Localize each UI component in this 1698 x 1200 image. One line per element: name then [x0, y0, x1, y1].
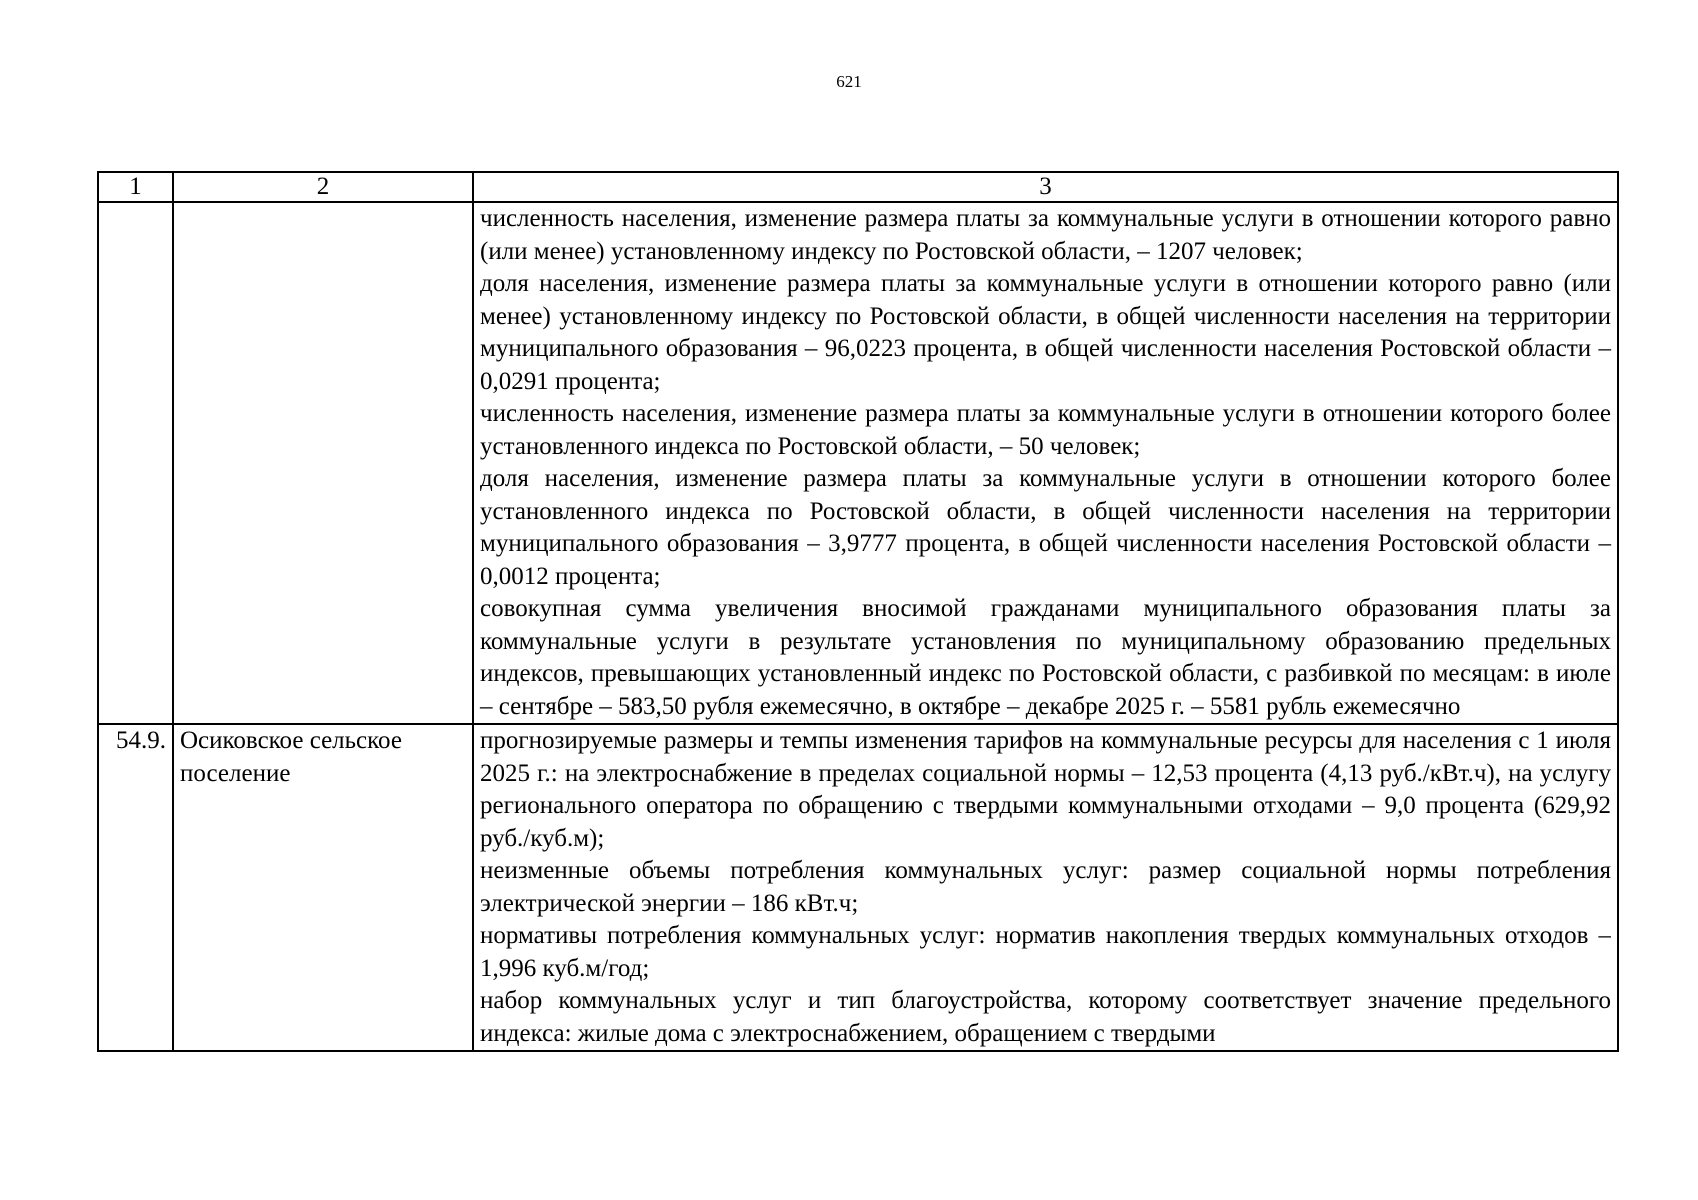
- indicator-paragraph: прогнозируемые размеры и темпы изменения тарифов на коммунальные ресурсы для населения с 1 июля 2025 г.: на электроснабжение в пределах социальной нормы – 12,53 процента (4,13 руб./кВт.ч), на услугу регионального оператора по обращению с твердыми коммунальными отходами – 9,0 процента (629,92 руб./куб.м);: [480, 727, 1611, 852]
- indicator-paragraph: неизменные объемы потребления коммунальных услуг: размер социальной нормы потребления электрической энергии – 186 кВт.ч;: [480, 857, 1611, 917]
- table-row: [98, 724, 1618, 1051]
- row-number-cell: [98, 202, 173, 724]
- indicator-paragraph: нормативы потребления коммунальных услуг: норматив накопления твердых коммунальных отходов – 1,996 куб.м/год;: [480, 922, 1611, 982]
- indicators-cell: [473, 724, 1618, 1051]
- column-header-3: 3: [473, 172, 1618, 202]
- row-number-cell: 54.9.: [98, 724, 173, 1051]
- indicator-paragraph: доля населения, изменение размера платы за коммунальные услуги в отношении которого более установленного индекса по Ростовской области, в общей численности населения на территории муниципального образования – 3,9777 процента, в общей численности населения Ростовской области – 0,0012 процента;: [480, 465, 1611, 590]
- document-table: [97, 171, 1619, 1052]
- table-header-row: [98, 172, 1618, 202]
- column-header-2: 2: [173, 172, 473, 202]
- indicator-paragraph: численность населения, изменение размера платы за коммунальные услуги в отношении которого более установленного индекса по Ростовской области, – 50 человек;: [480, 400, 1611, 460]
- indicator-paragraph: набор коммунальных услуг и тип благоустройства, которому соответствует значение предельного индекса: жилые дома с электроснабжением, обращением с твердыми: [480, 987, 1611, 1047]
- indicators-clip: [480, 725, 1611, 1050]
- indicator-paragraph: доля населения, изменение размера платы за коммунальные услуги в отношении которого равно (или менее) установленному индексу по Ростовской области, в общей численности населения на территории муниципального образования – 96,0223 процента, в общей численности населения Ростовской области – 0,0291 процента;: [480, 270, 1611, 395]
- indicator-paragraph: численность населения, изменение размера платы за коммунальные услуги в отношении которого равно (или менее) установленному индексу по Ростовской области, – 1207 человек;: [480, 205, 1611, 265]
- indicator-paragraph: совокупная сумма увеличения вносимой гражданами муниципального образования платы за коммунальные услуги в результате установления по муниципальному образованию предельных индексов, превышающих установленный индекс по Ростовской области, с разбивкой по месяцам: в июле – сентябре – 583,50 рубля ежемесячно, в октябре – декабре 2025 г. – 5581 рубль ежемесячно: [480, 595, 1611, 720]
- indicators-cell: [473, 202, 1618, 724]
- municipality-name-cell: Осиковское сельское поселение: [173, 724, 473, 1051]
- municipality-name-cell: [173, 202, 473, 724]
- column-header-1: 1: [98, 172, 173, 202]
- table-row: [98, 202, 1618, 724]
- page-number: 621: [836, 72, 862, 91]
